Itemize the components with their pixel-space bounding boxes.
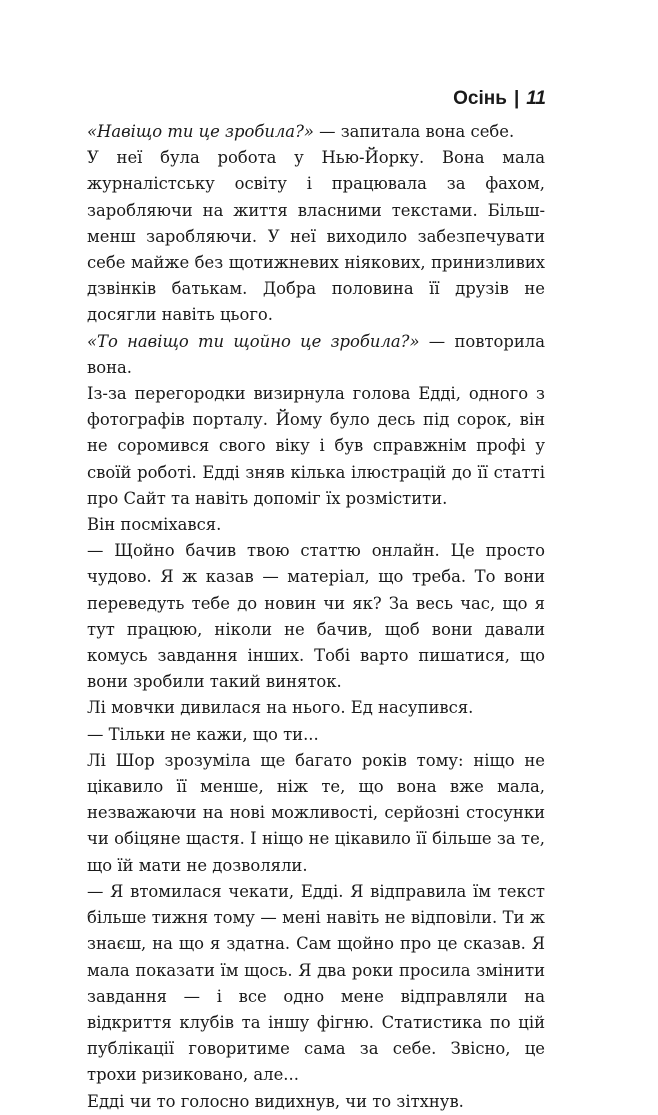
paragraph-5-text: Він посміхався.: [87, 515, 222, 535]
paragraph-10: [87, 879, 545, 1089]
paragraph-4: [87, 381, 545, 512]
paragraph-1-italic: «Навіщо ти це зробила?»: [87, 122, 314, 141]
paragraph-11-text: Едді чи то голосно видихнув, чи то зітхнув.: [87, 1091, 464, 1111]
paragraph-9-text: Лі Шор зрозуміла ще багато років тому: ніщо не цікавило її менше, ніж те, що вона вже мала, незважаючи на нові можливості, серйозні стосунки чи обіцяне щастя. І ніщо не цікавило її більше за те, що їй мати не дозволяли.: [87, 750, 545, 875]
paragraph-11: [87, 1089, 545, 1115]
paragraph-8-text: — Тільки не кажи, що ти...: [87, 724, 319, 744]
paragraph-3-italic: «То навіщо ти щойно це зробила?»: [87, 331, 420, 351]
paragraph-3-text: — повторила вона.: [87, 331, 545, 377]
paragraph-7: [87, 695, 545, 721]
paragraph-6-text: — Щойно бачив твою статтю онлайн. Це просто чудово. Я ж казав — матеріал, що треба. То вони переведуть тебе до новин чи як? За весь час, що я тут працюю, ніколи не бачив, щоб вони давали комусь завдання інших. Тобі варто пишатися, що вони зробили такий виняток.: [87, 541, 545, 692]
paragraph-3: [87, 329, 545, 381]
paragraph-10-text: — Я втомилася чекати, Едді. Я відправила їм текст більше тижня тому — мені навіть не відповіли. Ти ж знаєш, на що я здатна. Сам щойно про це сказав. Я мала показати їм щось. Я два роки просила змінити завдання — і все одно мене відправляли на відкриття клубів та іншу фігню. Статистика по цій публікації говоритиме сама за себе. Звісно, це трохи ризиковано, але...: [87, 881, 545, 1085]
header-separator: |: [513, 88, 520, 109]
paragraph-9: [87, 748, 545, 879]
page-number: 11: [526, 88, 546, 109]
paragraph-2: [87, 145, 545, 328]
paragraph-2-text: У неї була робота у Нью-Йорку. Вона мала журналістську освіту і працювала за фахом, заробляючи на життя власними текстами. Більш-менш заробляючи. У неї виходило забезпечувати себе майже без щотижневих ніякових, принизливих дзвінків батькам. Добра половина її друзів не досягли навіть цього.: [87, 148, 545, 325]
paragraph-5: [87, 512, 545, 538]
section-title: Осінь: [453, 88, 507, 109]
paragraph-4-text: Із-за перегородки визирнула голова Едді, одного з фотографів порталу. Йому було десь під сорок, він не соромився свого віку і був справжнім профі у своїй роботі. Едді зняв кілька ілюстрацій до її статті про Сайт та навіть допоміг їх розмістити.: [87, 384, 545, 508]
page-body: [87, 119, 545, 1115]
paragraph-8: [87, 722, 545, 748]
running-head: [453, 86, 546, 112]
paragraph-6: [87, 538, 545, 695]
paragraph-1-text: — запитала вона себе.: [313, 122, 515, 141]
paragraph-1: [87, 119, 545, 145]
paragraph-7-text: Лі мовчки дивилася на нього. Ед насупився.: [87, 698, 474, 718]
